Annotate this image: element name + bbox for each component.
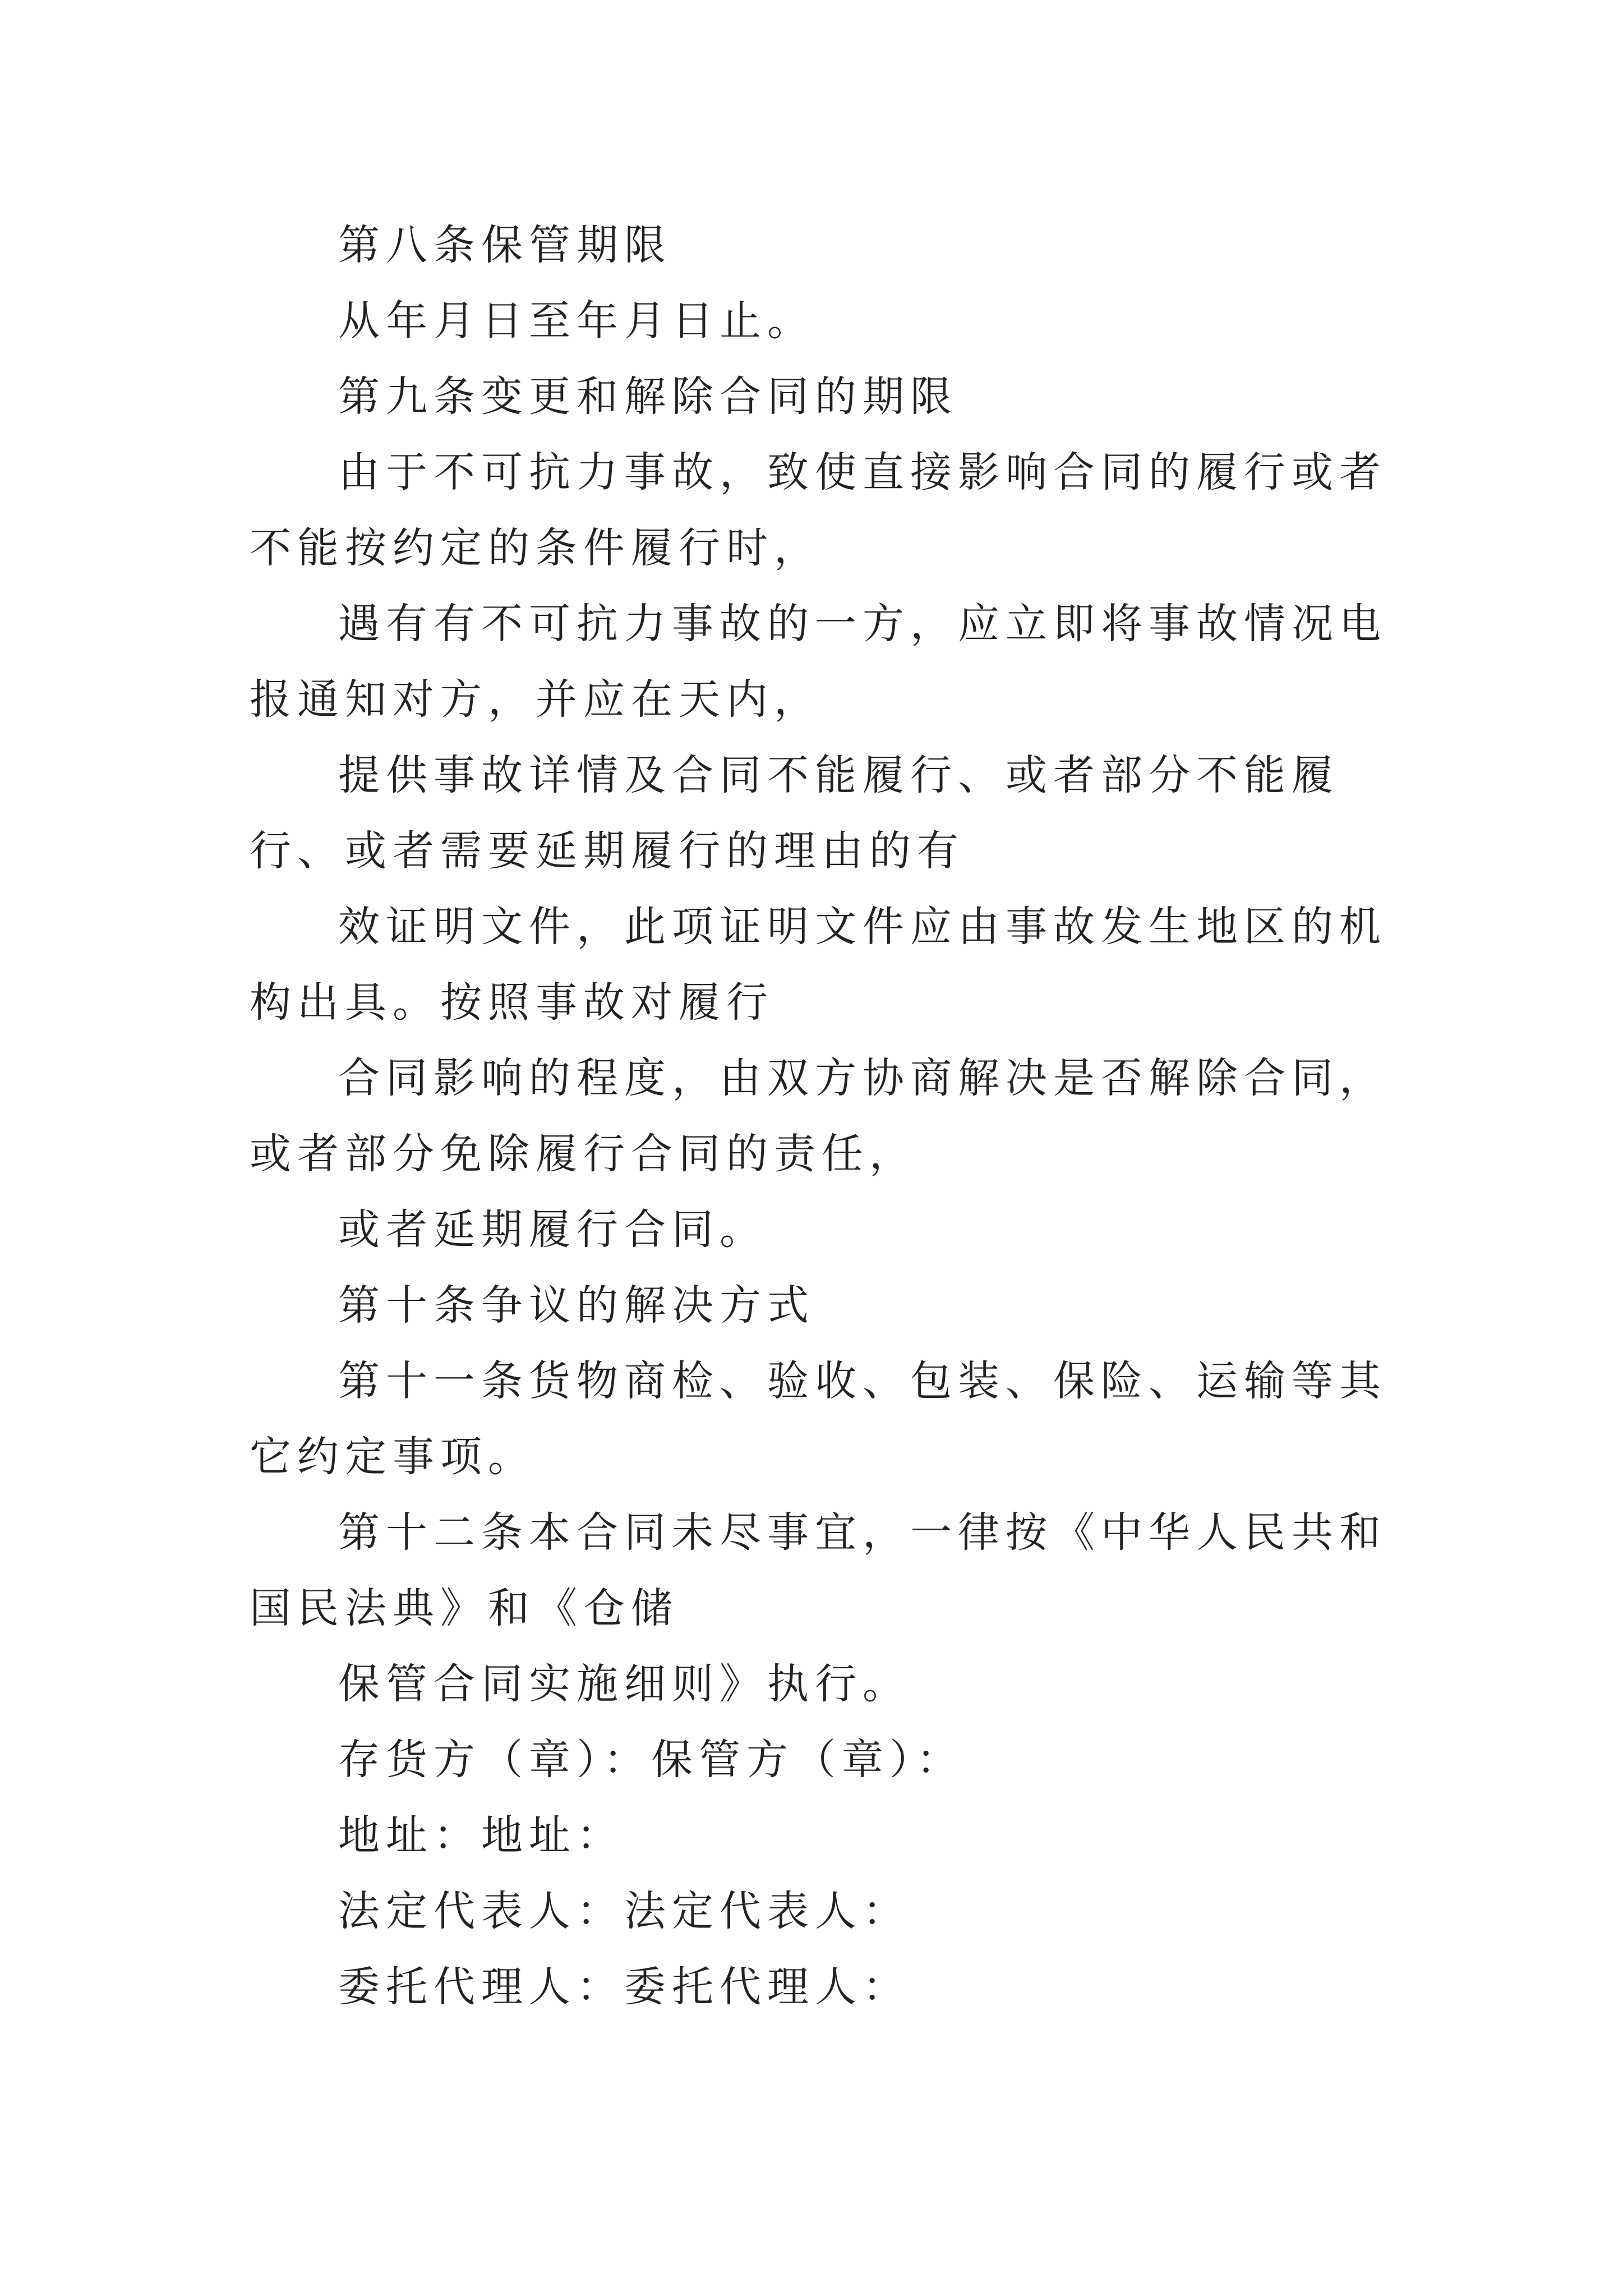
article-11-paragraph: 第十一条货物商检、验收、包装、保险、运输等其它约定事项。 (250, 1357, 1387, 1481)
article-8-heading: 第八条保管期限 (338, 221, 672, 269)
force-majeure-paragraph: 由于不可抗力事故，致使直接影响合同的履行或者不能按约定的条件履行时， (250, 448, 1387, 572)
document-body (250, 208, 1394, 2025)
authorized-agent-line: 委托代理人：委托代理人： (338, 1963, 910, 2011)
article-12-continuation: 保管合同实施细则》执行。 (338, 1660, 910, 1708)
legal-representative-line: 法定代表人：法定代表人： (338, 1887, 910, 1935)
storage-period-text: 从年月日至年月日止。 (338, 297, 815, 345)
address-line: 地址：地址： (338, 1811, 624, 1860)
article-12-paragraph: 第十二条本合同未尽事宜，一律按《中华人民共和国民法典》和《仓储 (250, 1508, 1387, 1632)
extension-paragraph: 或者延期履行合同。 (338, 1205, 767, 1254)
article-10-heading: 第十条争议的解决方式 (338, 1281, 815, 1329)
signature-parties-line: 存货方（章）：保管方（章）： (338, 1736, 964, 1784)
evidence-paragraph: 提供事故详情及合同不能履行、或者部分不能履行、或者需要延期履行的理由的有 (250, 751, 1339, 875)
negotiation-paragraph: 合同影响的程度，由双方协商解决是否解除合同，或者部分免除履行合同的责任， (250, 1054, 1387, 1178)
article-9-heading: 第九条变更和解除合同的期限 (338, 372, 958, 421)
notice-paragraph: 遇有有不可抗力事故的一方，应立即将事故情况电报通知对方，并应在天内， (250, 600, 1387, 724)
certificate-paragraph: 效证明文件，此项证明文件应由事故发生地区的机构出具。按照事故对履行 (250, 903, 1387, 1027)
